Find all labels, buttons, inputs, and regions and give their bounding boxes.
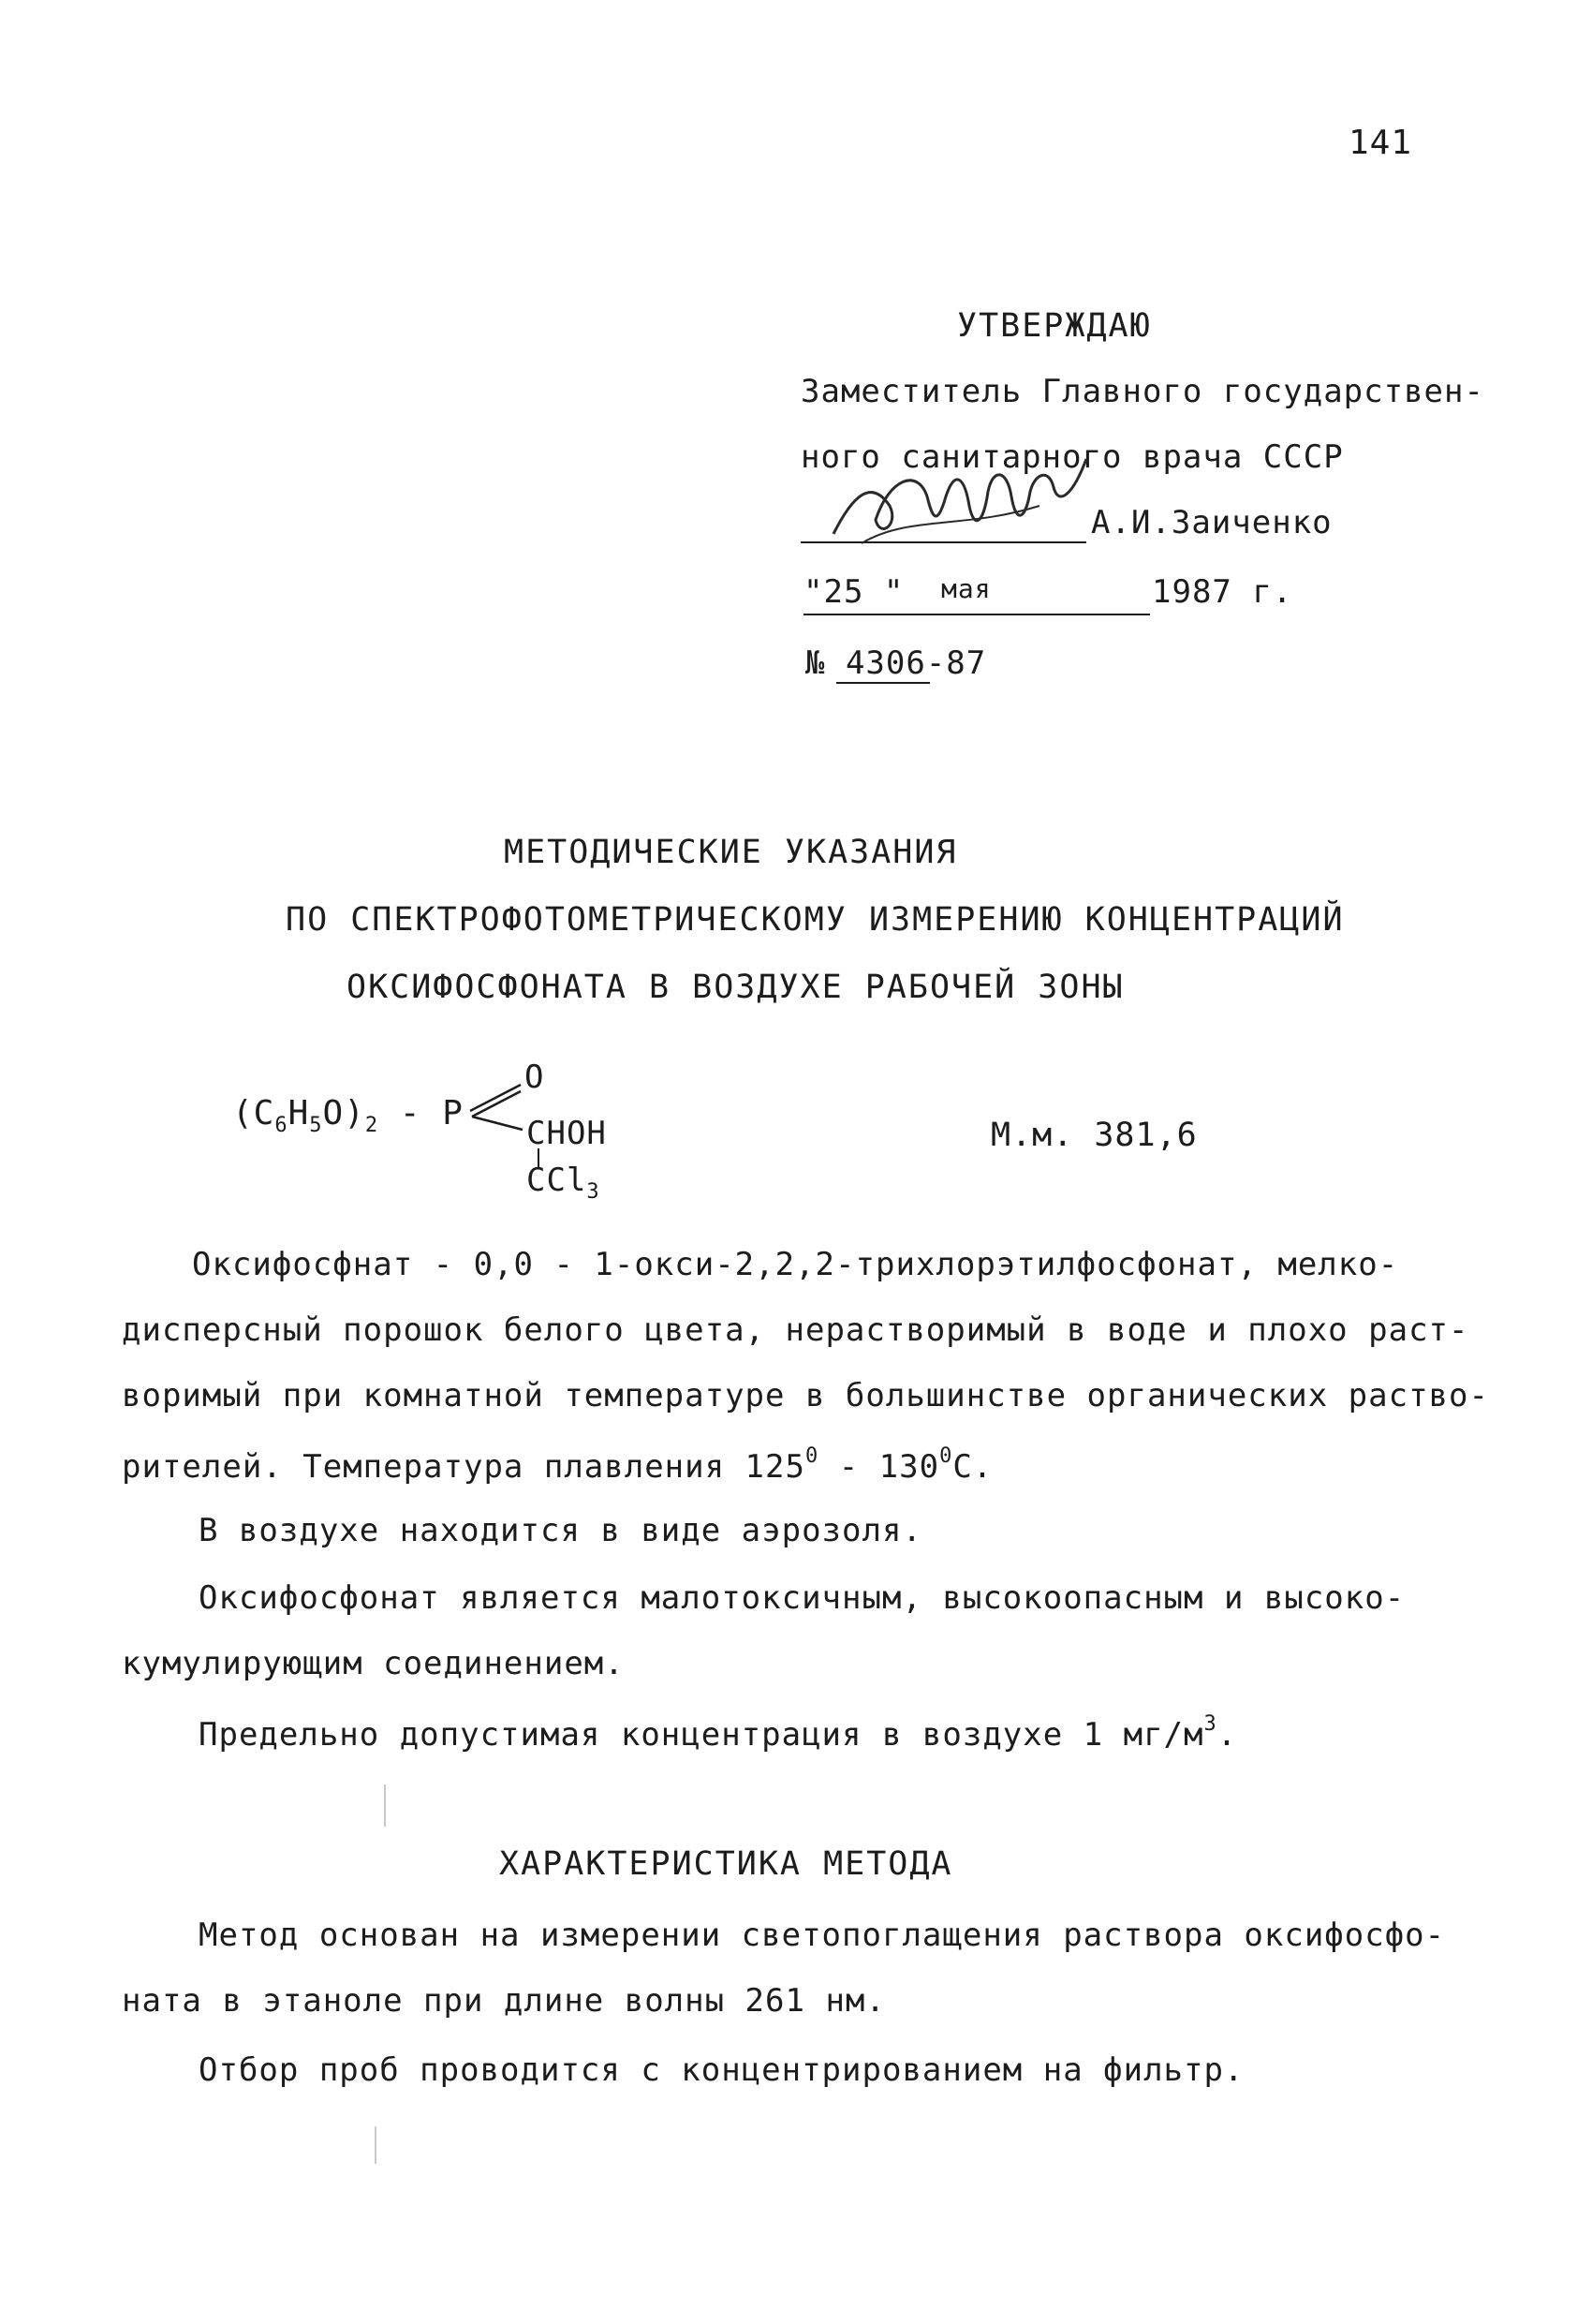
title-line-3: ОКСИФОСФОНАТА В ВОЗДУХЕ РАБОЧЕЙ ЗОНЫ <box>346 969 1125 1006</box>
approval-number: № 4306-87 <box>805 644 987 682</box>
formula-sub-5: 5 <box>309 1114 323 1137</box>
approval-line-2: ного санитарного врача СССР <box>801 438 1344 476</box>
formula-sub-2: 2 <box>364 1114 379 1137</box>
formula-p: - P <box>399 1094 464 1132</box>
formula-oxygen: O <box>524 1058 545 1096</box>
formula-ccl-text: CCl <box>526 1162 587 1199</box>
formula-ccl <box>526 1162 600 1204</box>
method-heading: ХАРАКТЕРИСТИКА МЕТОДА <box>499 1845 953 1883</box>
degree-2: 0 <box>939 1444 953 1468</box>
method-p2: Отбор проб проводится с концентрированием на фильтр. <box>199 2051 1245 2089</box>
signature-image <box>824 440 1096 553</box>
desc-p4 <box>199 1712 1237 1754</box>
desc-p1-line-4b: - 130 <box>818 1448 940 1486</box>
formula-sub-6: 6 <box>274 1114 288 1137</box>
formula-sub-3: 3 <box>586 1180 600 1204</box>
molecular-weight: М.м. 381,6 <box>991 1117 1198 1154</box>
desc-p4b: . <box>1216 1716 1238 1754</box>
formula-close: O) <box>322 1094 365 1132</box>
approval-signer: А.И.Заиченко <box>1091 504 1333 541</box>
degree-1: 0 <box>804 1444 819 1468</box>
number-underline <box>836 682 930 684</box>
date-underline <box>803 614 1150 615</box>
formula-choh: CHOH <box>526 1115 607 1152</box>
approval-date-day: "25 " <box>803 573 905 611</box>
title-line-1: МЕТОДИЧЕСКИЕ УКАЗАНИЯ <box>504 834 958 871</box>
desc-p1-line-1: Оксифосфнат - 0,0 - 1-окси-2,2,2-трихлорэтилфосфонат, мелко- <box>192 1246 1399 1283</box>
formula-bonds <box>466 1075 532 1141</box>
approval-line-1: Заместитель Главного государствен- <box>801 373 1484 410</box>
desc-p3-line-1: Оксифосфонат является малотоксичным, высокоопасным и высоко- <box>199 1579 1406 1617</box>
desc-p2: В воздухе находится в виде аэрозоля. <box>199 1512 922 1549</box>
approval-date-month: мая <box>941 573 992 604</box>
approval-date-year: 1987 г. <box>1152 573 1293 611</box>
title-line-2: ПО СПЕКТРОФОТОМЕТРИЧЕСКОМУ ИЗМЕРЕНИЮ КОНЦЕНТРАЦИЙ <box>286 901 1345 939</box>
method-p1-line-1: Метод основан на измерении светопоглащения раствора оксифосфо- <box>199 1917 1446 1954</box>
desc-p1-line-2: дисперсный порошок белого цвета, нерастворимый в воде и плохо раст- <box>122 1311 1469 1349</box>
scan-mark <box>375 2126 376 2164</box>
formula-left <box>232 1094 464 1137</box>
scan-mark <box>384 1784 386 1827</box>
cubic-sup: 3 <box>1203 1712 1217 1736</box>
desc-p4a: Предельно допустимая концентрация в воздухе 1 мг/м <box>199 1716 1204 1754</box>
desc-p1-line-4a: рителей. Температура плавления 125 <box>122 1448 805 1486</box>
method-p1-line-2: ната в этаноле при длине волны 261 нм. <box>122 1982 886 2020</box>
desc-p1-line-4 <box>122 1444 993 1486</box>
approval-title: УТВЕРЖДАЮ <box>957 307 1152 345</box>
desc-p1-line-4c: С. <box>952 1448 994 1486</box>
page-number: 141 <box>1349 124 1413 162</box>
formula-open: (C <box>232 1094 275 1132</box>
desc-p3-line-2: кумулирующим соединением. <box>122 1645 625 1682</box>
desc-p1-line-3: воримый при комнатной температуре в большинстве органических раство- <box>122 1377 1489 1414</box>
formula-h: H <box>287 1094 310 1132</box>
